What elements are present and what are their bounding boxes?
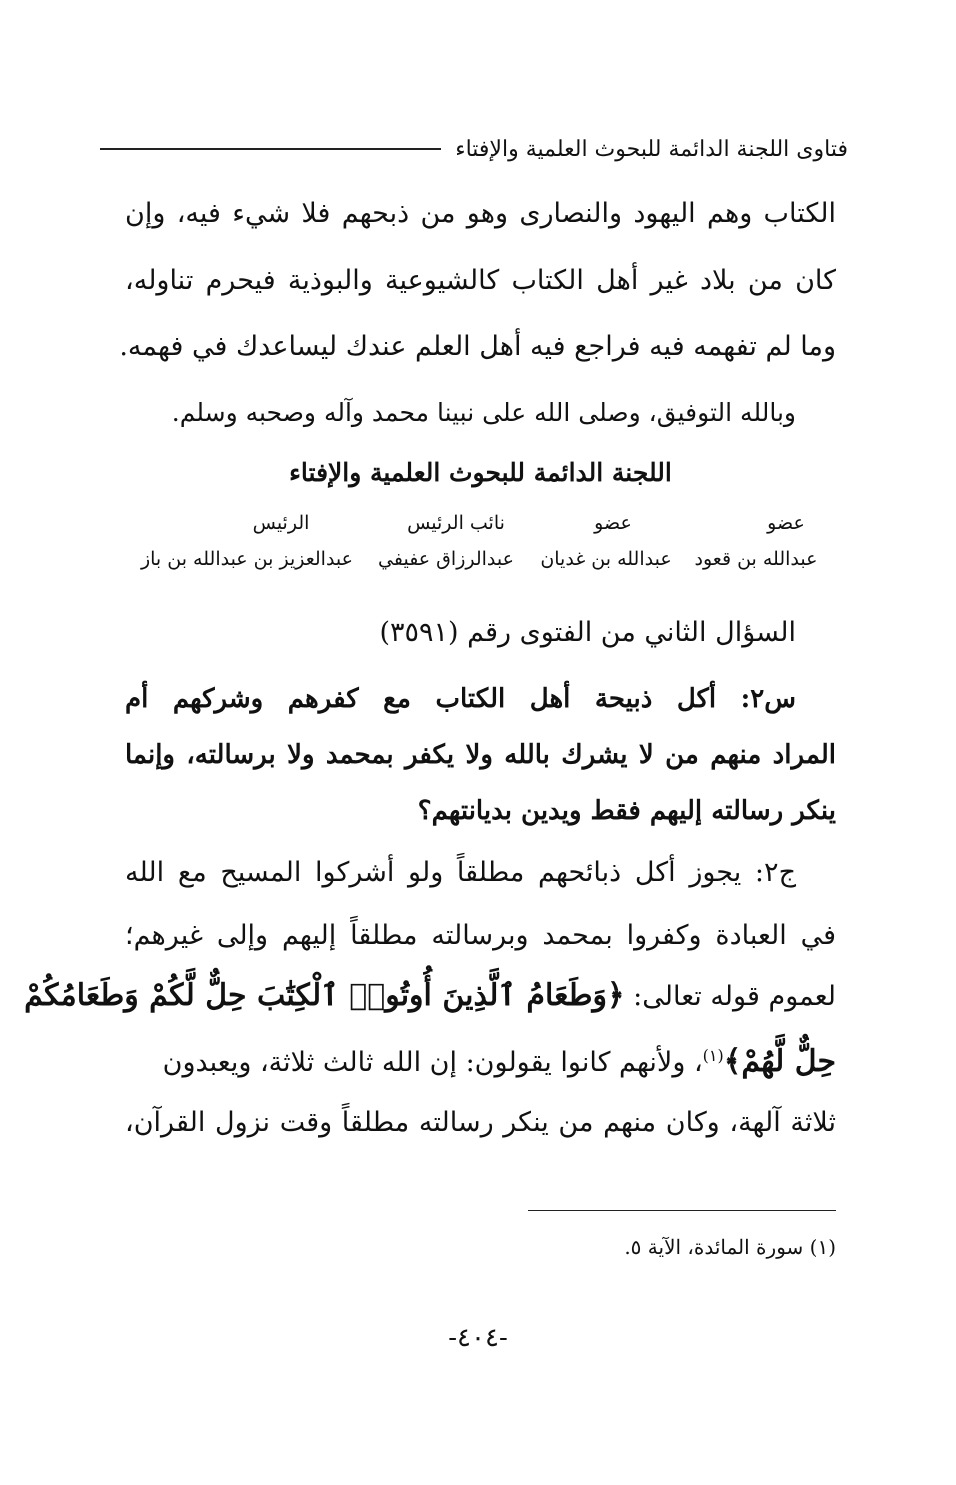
member-name: عبدالعزيز بن عبدالله بن باز [140,548,354,570]
answer-line: في العبادة وكفروا بمحمد وبرسالته مطلقاً إليهم وإلى غيرهم؛ [125,920,836,951]
answer-line-quran [24,978,836,1014]
question-heading: السؤال الثاني من الفتوى رقم (٣٥٩١) [379,617,796,648]
answer-line: ثلاثة آلهة، وكان منهم من ينكر رسالته مطلقاً وقت نزول القرآن، [125,1107,836,1138]
member-name: عبدالله بن غديان [540,548,672,570]
body-line: وما لم تفهمه فيه فراجع فيه أهل العلم عندك ليساعدك في فهمه. [119,331,836,362]
footnote: (١) سورة المائدة، الآية ٥. [624,1235,836,1259]
member-role: عضو [767,512,805,534]
running-header [100,132,848,166]
question-line: س٢: أكل ذبيحة أهل الكتاب مع كفرهم وشركهم أم [125,684,796,714]
question-line: المراد منهم من لا يشرك بالله ولا يكفر بمحمد ولا برسالته، وإنما [125,740,836,770]
quran-verse: ﴿وَطَعَامُ ٱلَّذِينَ أُوتُوا۟ ٱلْكِتَٰبَ حِلٌّ لَّكُمْ وَطَعَامُكُمْ [24,978,625,1013]
body-line: كان من بلاد غير أهل الكتاب كالشيوعية والبوذية فيحرم تناوله، [125,265,836,296]
member-name: عبدالله بن قعود [694,548,818,570]
member-role: نائب الرئيس [407,512,505,534]
member-name: عبدالرزاق عفيفي [378,548,514,570]
answer-text: ، ولأنهم كانوا يقولون: إن الله ثالث ثلاثة، ويعبدون [162,1047,703,1078]
quran-verse: حِلٌّ لَّهُمْ﴾ [723,1044,836,1079]
header-rule [100,148,441,150]
question-line: ينكر رسالته إليهم فقط ويدين بديانتهم؟ [417,796,836,826]
answer-line [125,1044,836,1080]
member-role: عضو [594,512,632,534]
header-title: فتاوى اللجنة الدائمة للبحوث العلمية والإفتاء [455,136,848,162]
page-number: -٤٠٤- [448,1323,508,1353]
committee-name: اللجنة الدائمة للبحوث العلمية والإفتاء [289,458,672,487]
body-line: الكتاب وهم اليهود والنصارى وهو من ذبحهم فلا شيء فيه، وإن [125,198,836,229]
footnote-rule [528,1210,836,1211]
answer-text: لعموم قوله تعالى: [633,981,836,1012]
closing-line: وبالله التوفيق، وصلى الله على نبينا محمد وآله وصحبه وسلم. [171,398,796,427]
answer-line: ج٢: يجوز أكل ذبائحهم مطلقاً ولو أشركوا المسيح مع الله [125,857,796,888]
member-role: الرئيس [252,512,310,534]
footnote-ref: (١) [702,1046,724,1065]
